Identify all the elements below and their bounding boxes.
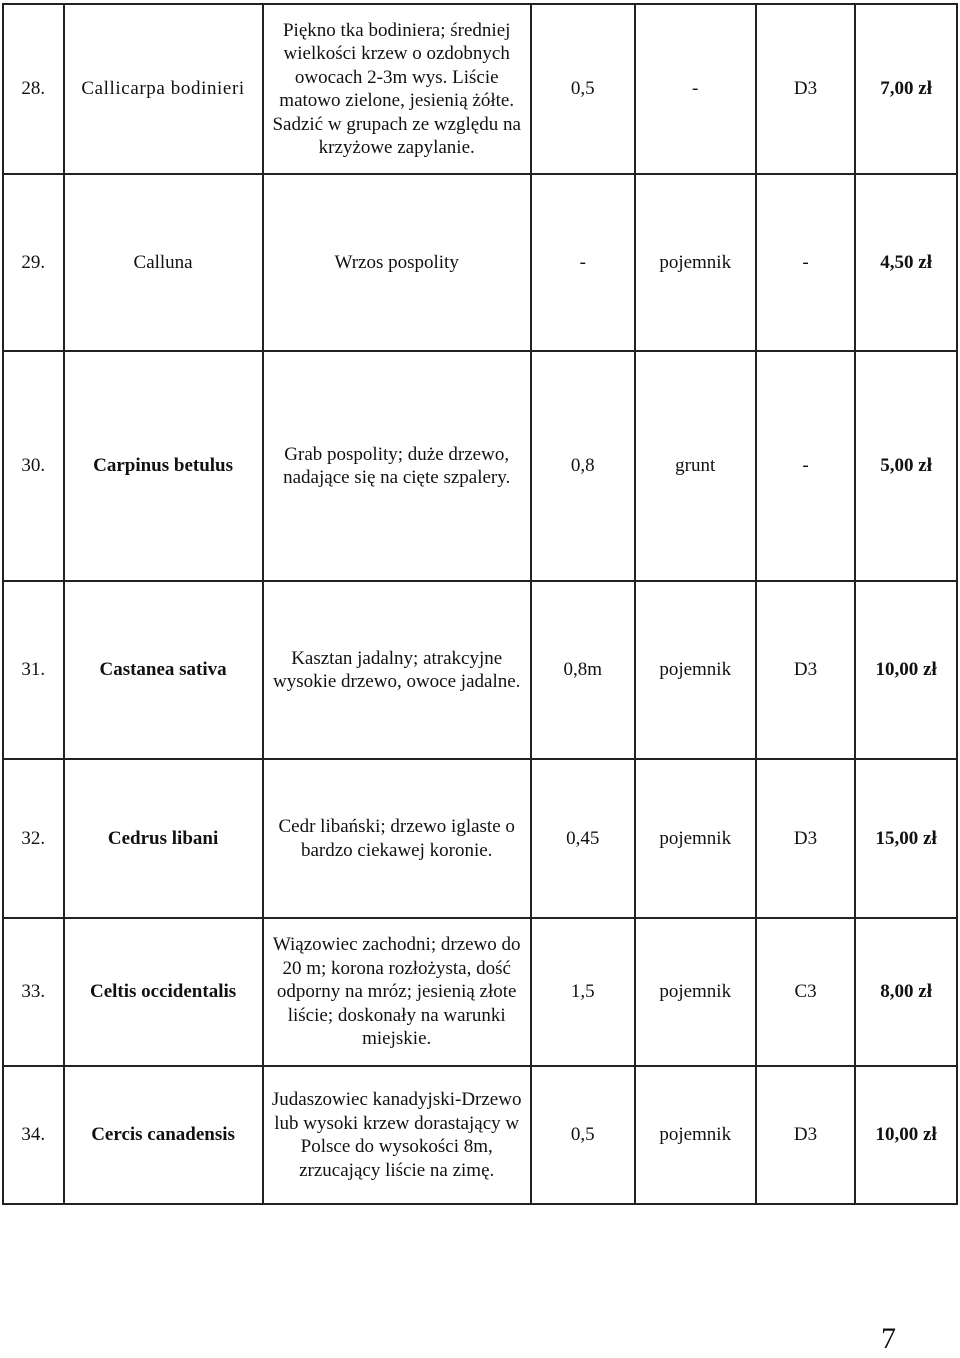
height-value: 0,8m [531, 581, 635, 759]
row-number: 30. [3, 351, 64, 581]
table-row [3, 1066, 957, 1204]
price: 7,00 zł [855, 4, 957, 174]
latin-name: Calluna [64, 174, 263, 351]
table-row [3, 4, 957, 174]
description: Kasztan jadalny; atrakcyjne wysokie drzewo, owoce jadalne. [263, 581, 531, 759]
price: 10,00 zł [855, 581, 957, 759]
table-row [3, 918, 957, 1066]
price: 15,00 zł [855, 759, 957, 918]
description: Wiązowiec zachodni; drzewo do 20 m; korona rozłożysta, dość odporny na mróz; jesienią złote liście; doskonały na warunki miejskie. [263, 918, 531, 1066]
height-value: 0,45 [531, 759, 635, 918]
row-number: 31. [3, 581, 64, 759]
size-class: D3 [756, 4, 856, 174]
table-row [3, 351, 957, 581]
container-type: - [635, 4, 756, 174]
table-row [3, 174, 957, 351]
container-type: grunt [635, 351, 756, 581]
size-class: D3 [756, 581, 856, 759]
row-number: 32. [3, 759, 64, 918]
table-row [3, 759, 957, 918]
latin-name: Celtis occidentalis [64, 918, 263, 1066]
plant-price-table [2, 3, 958, 1205]
row-number: 33. [3, 918, 64, 1066]
row-number: 28. [3, 4, 64, 174]
price: 8,00 zł [855, 918, 957, 1066]
latin-name: Carpinus betulus [64, 351, 263, 581]
size-class: D3 [756, 759, 856, 918]
row-number: 29. [3, 174, 64, 351]
description: Wrzos pospolity [263, 174, 531, 351]
height-value: 0,5 [531, 4, 635, 174]
container-type: pojemnik [635, 1066, 756, 1204]
latin-name: Callicarpa bodinieri [64, 4, 263, 174]
price: 4,50 zł [855, 174, 957, 351]
latin-name: Cercis canadensis [64, 1066, 263, 1204]
container-type: pojemnik [635, 759, 756, 918]
height-value: - [531, 174, 635, 351]
latin-name: Castanea sativa [64, 581, 263, 759]
page-number: 7 [881, 1322, 896, 1355]
description: Grab pospolity; duże drzewo, nadające się na cięte szpalery. [263, 351, 531, 581]
price: 5,00 zł [855, 351, 957, 581]
container-type: pojemnik [635, 174, 756, 351]
container-type: pojemnik [635, 918, 756, 1066]
size-class: D3 [756, 1066, 856, 1204]
table-row [3, 581, 957, 759]
price: 10,00 zł [855, 1066, 957, 1204]
container-type: pojemnik [635, 581, 756, 759]
description: Cedr libański; drzewo iglaste o bardzo ciekawej koronie. [263, 759, 531, 918]
size-class: - [756, 174, 856, 351]
size-class: C3 [756, 918, 856, 1066]
size-class: - [756, 351, 856, 581]
height-value: 1,5 [531, 918, 635, 1066]
latin-name: Cedrus libani [64, 759, 263, 918]
height-value: 0,8 [531, 351, 635, 581]
description: Judaszowiec kanadyjski-Drzewo lub wysoki krzew dorastający w Polsce do wysokości 8m, zrzucający liście na zimę. [263, 1066, 531, 1204]
description: Piękno tka bodiniera; średniej wielkości krzew o ozdobnych owocach 2-3m wys. Liście matowo zielone, jesienią żółte. Sadzić w grupach ze względu na krzyżowe zapylanie. [263, 4, 531, 174]
height-value: 0,5 [531, 1066, 635, 1204]
row-number: 34. [3, 1066, 64, 1204]
